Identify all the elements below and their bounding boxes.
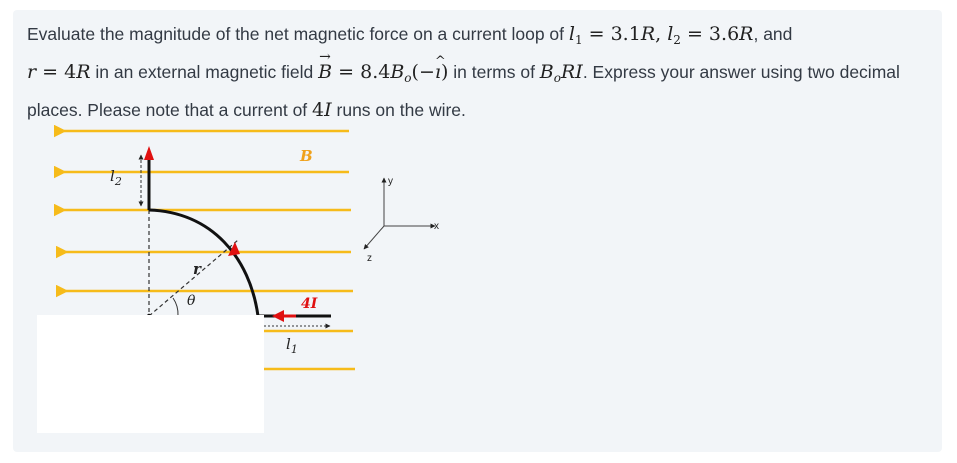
label-l2-sub: 2 [114, 175, 122, 188]
math-RI: RI [561, 61, 583, 83]
math-l2: l [667, 23, 674, 45]
math-B0-sub: o [553, 71, 561, 85]
question-text-part: . Express your answer using two decimal places. Please note that a current of [27, 62, 900, 120]
label-l1-main: l [286, 335, 291, 353]
math-B0: B [539, 61, 554, 83]
math-r: r [27, 61, 37, 83]
label-4I: 4I [301, 296, 318, 312]
math-l1-sub: 1 [574, 33, 583, 47]
math-l2-sub: 2 [673, 33, 681, 47]
math-i-hat: ^ ı [435, 56, 441, 88]
theta-arc [173, 298, 178, 316]
label-B: B [300, 147, 313, 165]
math-eq: = 8.4 [332, 61, 391, 83]
blank-occluding-box [37, 315, 264, 433]
axis-label-x: x [434, 221, 439, 232]
wire-arc-segment [149, 210, 258, 316]
axis-label-y: y [388, 176, 393, 187]
math-R: R [76, 61, 91, 83]
math-B0-sub: o [404, 71, 412, 85]
math-l1: l [568, 23, 575, 45]
math-R: R [739, 23, 754, 45]
question-text-part: , and [753, 24, 793, 44]
math-eq: = 3.6 [680, 23, 740, 45]
z-axis-line [364, 226, 384, 249]
label-l2-main: l [110, 167, 115, 185]
math-B-vector: → B [318, 56, 332, 88]
question-text-part: in terms of [448, 62, 540, 82]
math-R: R [640, 23, 656, 45]
label-l1 [286, 335, 298, 356]
math-four: 4 [312, 99, 325, 121]
math-eq: = 3.1 [582, 23, 641, 45]
label-l2 [110, 167, 122, 188]
math-paren: ) [440, 61, 449, 83]
question-text-part: runs on the wire. [331, 100, 466, 120]
axis-label-z: z [367, 253, 372, 264]
label-l1-sub: 1 [290, 343, 298, 356]
coordinate-axes [364, 178, 435, 249]
label-theta: θ [187, 293, 196, 309]
question-text-part: in an external magnetic field [90, 62, 319, 82]
math-comma: , [655, 23, 668, 45]
current-arrow-up [144, 146, 154, 160]
math-paren: (− [411, 61, 435, 83]
math-I: I [324, 99, 332, 121]
math-B0: B [390, 61, 405, 83]
label-r: r [193, 260, 201, 278]
math-eq: = 4 [36, 61, 77, 83]
question-text-part: Evaluate the magnitude of the net magnetic force on a current loop of [27, 24, 569, 44]
current-arrow-left [272, 310, 284, 322]
